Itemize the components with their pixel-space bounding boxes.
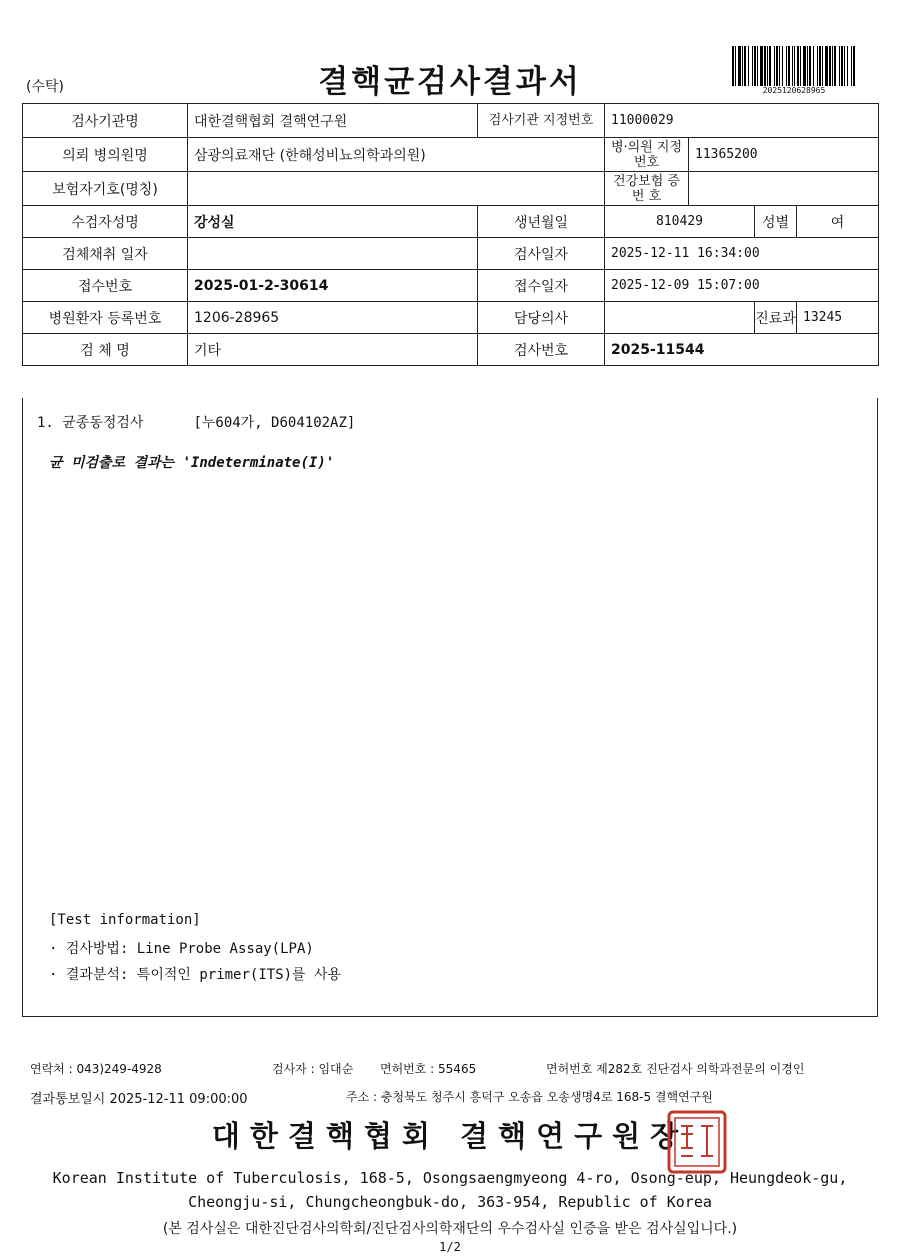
insurer-value <box>188 172 605 206</box>
test-method: · 검사방법: Line Probe Assay(LPA) <box>49 941 314 957</box>
hospital-reg-label: 병원환자 등록번호 <box>23 302 188 334</box>
lab-id-label: 검사기관 지정번호 <box>478 104 605 138</box>
lab-name: 대한결핵협회 결핵연구원 <box>188 104 478 138</box>
result-reference: [누604가, D604102AZ] <box>193 415 356 431</box>
test-date: 2025-12-11 16:34:00 <box>605 238 879 270</box>
result-item <box>37 412 355 432</box>
receipt-date: 2025-12-09 15:07:00 <box>605 270 879 302</box>
specimen-value: 기타 <box>188 334 478 366</box>
requesting-clinic-label: 의뢰 병의원명 <box>23 138 188 172</box>
document-title: 결핵균검사결과서 <box>318 64 582 100</box>
result-finding: 균 미검출로 결과는 'Indeterminate(I)' <box>49 455 335 471</box>
test-analysis: · 결과분석: 특이적인 primer(ITS)를 사용 <box>49 967 342 983</box>
department-label: 진료과 <box>755 302 797 334</box>
footer-certification: (본 검사실은 대한진단검사의학회/진단검사의학재단의 우수검사실 인증을 받은 검사실입니다.) <box>162 1221 738 1237</box>
footer-english-address-2: Cheongju-si, Chungcheongbuk-do, 363-954, Republic of Korea <box>188 1193 712 1211</box>
page-number: 1/2 <box>439 1240 461 1254</box>
info-table <box>22 103 879 366</box>
sex-value: 여 <box>797 206 879 238</box>
specimen-label: 검 체 명 <box>23 334 188 366</box>
patient-name: 강성실 <box>188 206 478 238</box>
receipt-no-label: 접수번호 <box>23 270 188 302</box>
birth-date-label: 생년월일 <box>478 206 605 238</box>
birth-date: 810429 <box>605 206 755 238</box>
footer-license: 면허번호 : 55465 <box>380 1062 477 1076</box>
collection-date-label: 검체채취 일자 <box>23 238 188 270</box>
sex-label: 성별 <box>755 206 797 238</box>
doctor-label: 담당의사 <box>478 302 605 334</box>
footer-license-director: 면허번호 제282호 진단검사 의학과전문의 이경인 <box>546 1062 805 1076</box>
requesting-clinic: 삼광의료재단 (한해성비뇨의학과의원) <box>188 138 605 172</box>
insurance-no-label: 건강보험 증 번 호 <box>605 172 689 206</box>
department-value: 13245 <box>797 302 879 334</box>
barcode-number: 2025120628965 <box>762 86 826 95</box>
consign-label: (수탁) <box>26 79 64 95</box>
footer-english-address-1: Korean Institute of Tuberculosis, 168-5, Osongsaengmyeong 4-ro, Osong-eup, Heungdeok-gu, <box>52 1169 848 1187</box>
footer-examiner: 검사자 : 임대순 <box>272 1062 354 1076</box>
test-date-label: 검사일자 <box>478 238 605 270</box>
footer-organization: 대한결핵협회 결핵연구원장 <box>211 1119 689 1153</box>
doctor-value <box>605 302 755 334</box>
collection-date <box>188 238 478 270</box>
result-box <box>22 398 878 1017</box>
hospital-reg-no: 1206-28965 <box>188 302 478 334</box>
test-no-label: 검사번호 <box>478 334 605 366</box>
test-no: 2025-11544 <box>605 334 879 366</box>
clinic-id: 11365200 <box>689 138 879 172</box>
result-item-name: 1. 균종동정검사 <box>37 415 144 431</box>
barcode-icon <box>730 46 858 86</box>
clinic-id-label: 병·의원 지정번호 <box>605 138 689 172</box>
insurance-no-value <box>689 172 879 206</box>
test-info-heading: [Test information] <box>49 912 201 928</box>
receipt-date-label: 접수일자 <box>478 270 605 302</box>
official-seal-icon <box>667 1110 727 1174</box>
lab-name-label: 검사기관명 <box>23 104 188 138</box>
patient-name-label: 수검자성명 <box>23 206 188 238</box>
lab-id: 11000029 <box>605 104 879 138</box>
footer-contact: 연락처 : 043)249-4928 <box>30 1062 162 1076</box>
insurer-label: 보험자기호(명칭) <box>23 172 188 206</box>
footer-address: 주소 : 충청북도 청주시 흥덕구 오송읍 오송생명4로 168-5 결핵연구원 <box>346 1090 713 1104</box>
receipt-no: 2025-01-2-30614 <box>188 270 478 302</box>
footer-report-time: 결과통보일시 2025-12-11 09:00:00 <box>30 1092 248 1107</box>
